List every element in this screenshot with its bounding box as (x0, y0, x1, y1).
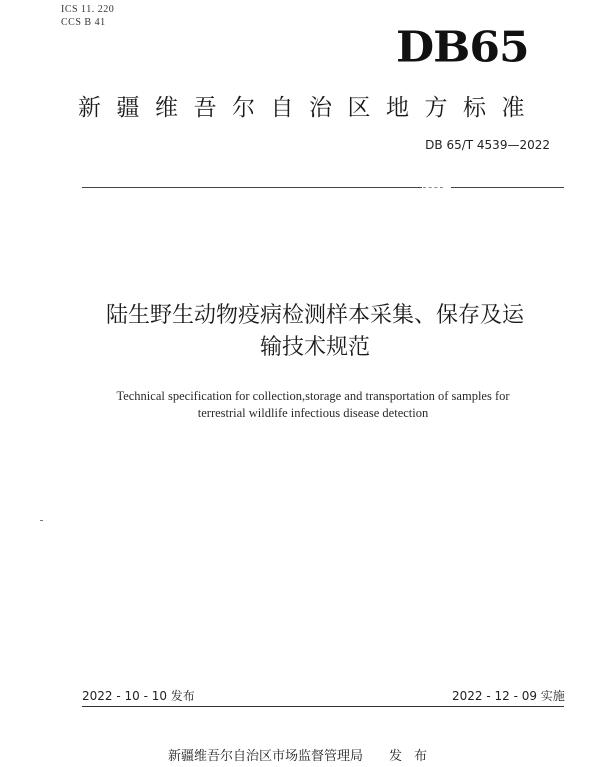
scan-speck (40, 520, 43, 521)
standard-title: 新疆维吾尔自治区地方标准 (78, 95, 540, 121)
document-title-english (0, 388, 600, 422)
top-divider-right (451, 187, 564, 188)
db65-logo: DB65 (396, 23, 529, 72)
publisher-name: 新疆维吾尔自治区市场监督管理局 (168, 749, 364, 764)
document-title-chinese-line2: 输技术规范 (259, 335, 370, 360)
standard-number: DB 65/T 4539—2022 (425, 138, 550, 152)
issue-date: 2022 - 10 - 10 发布 (82, 689, 195, 703)
implementation-date: 2022 - 12 - 09 实施 (452, 689, 565, 703)
document-title-chinese-line1: 陆生野生动物疫病检测样本采集、保存及运 (105, 303, 524, 328)
classification-codes (61, 3, 114, 29)
ccs-code: CCS B 41 (61, 17, 106, 28)
ics-code: ICS 11. 220 (61, 4, 115, 15)
top-divider (82, 187, 422, 188)
document-title-english-line1: Technical specification for collection,storage and transportation of samples for (116, 389, 510, 403)
publisher-action: 发布 (389, 749, 440, 764)
document-title-english-line2: terrestrial wildlife infectious disease detection (197, 406, 429, 420)
document-title-chinese (0, 300, 600, 364)
publisher (168, 745, 439, 764)
bottom-divider (82, 706, 564, 707)
top-divider-gap (423, 187, 443, 188)
